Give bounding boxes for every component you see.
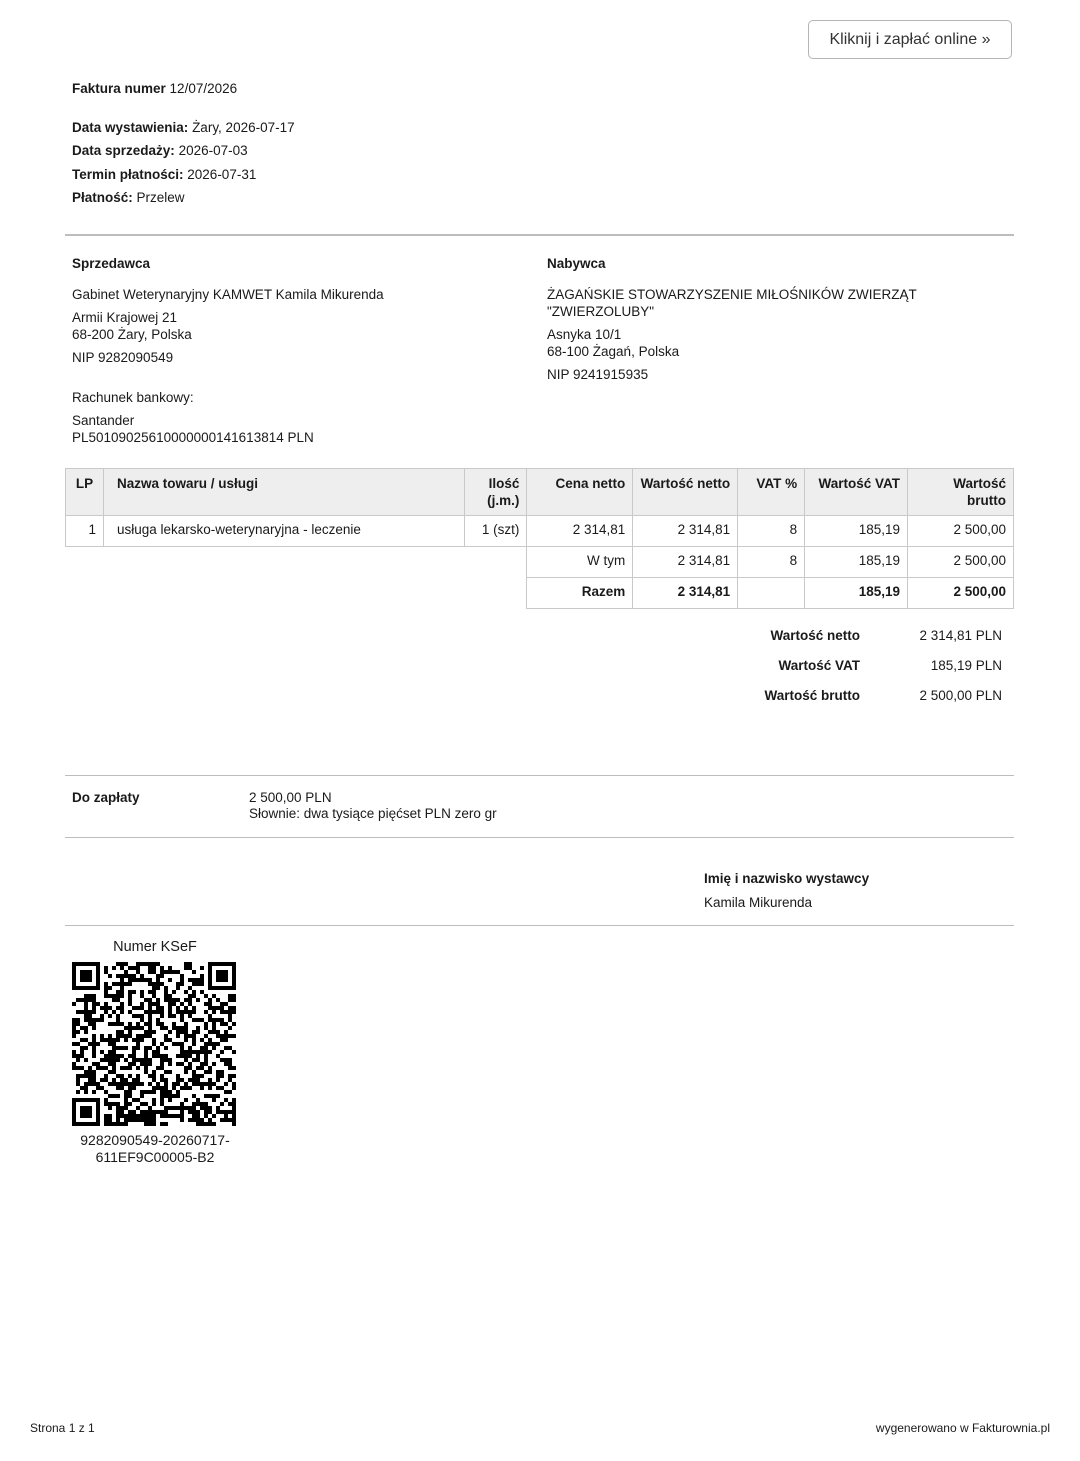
topay-divider-bottom [65,837,1014,838]
wtym-vat-value: 185,19 [805,547,908,578]
razem-label: Razem [527,578,633,609]
issuer-name: Kamila Mikurenda [704,895,813,910]
topay-label: Do zapłaty [72,790,140,805]
wtym-gross: 2 500,00 [908,547,1014,578]
payment-method-value: Przelew [136,190,185,205]
bank-account: PL50109025610000000141613814 PLN [72,430,314,445]
header-lp: LP [66,469,104,516]
payment-method [72,189,185,207]
seller-block [72,255,384,446]
header-qty: Ilość (j.m.) [465,469,527,516]
header-net-price: Cena netto [527,469,633,516]
pay-online-button[interactable]: Kliknij i zapłać online » [808,20,1012,59]
cell-qty: 1 (szt) [465,516,527,547]
generated-by: wygenerowano w Fakturownia.pl [875,1421,1050,1435]
buyer-block [547,255,917,383]
header-gross: Wartość brutto [908,469,1014,516]
seller-city: 68-200 Żary, Polska [72,327,192,342]
buyer-heading: Nabywca [547,256,606,271]
sale-date-label: Data sprzedaży: [72,143,175,158]
invoice-number [72,80,237,98]
wtym-row [66,547,1014,578]
invoice-number-label: Faktura numer [72,81,166,96]
razem-vat-pct [738,578,805,609]
page-number: Strona 1 z 1 [30,1421,95,1435]
cell-net-price: 2 314,81 [527,516,633,547]
table-row [66,516,1014,547]
header-name: Nazwa towaru / usługi [103,469,464,516]
bank-name: Santander [72,413,135,428]
cell-gross: 2 500,00 [908,516,1014,547]
razem-net-value: 2 314,81 [633,578,738,609]
cell-vat-pct: 8 [738,516,805,547]
buyer-name-line1: ŻAGAŃSKIE STOWARZYSZENIE MIŁOŚNIKÓW ZWIERZĄT [547,287,917,302]
bank-label: Rachunek bankowy: [72,390,194,405]
header-net-value: Wartość netto [633,469,738,516]
due-date-label: Termin płatności: [72,167,184,182]
table-header-row [66,469,1014,516]
buyer-nip: NIP 9241915935 [547,367,649,382]
cell-net-value: 2 314,81 [633,516,738,547]
summary-net-label: Wartość netto [770,628,860,643]
buyer-name-line2: "ZWIERZOLUBY" [547,304,655,319]
cell-vat-value: 185,19 [805,516,908,547]
header-divider [65,234,1014,236]
summary-gross-value: 2 500,00 PLN [919,688,1002,703]
due-date [72,166,256,184]
topay-divider-top [65,775,1014,776]
buyer-city: 68-100 Żagań, Polska [547,344,680,359]
cell-lp: 1 [66,516,104,547]
summary-vat-value: 185,19 PLN [930,658,1002,673]
sale-date [72,142,248,160]
sale-date-value: 2026-07-03 [178,143,248,158]
issuer-label: Imię i nazwisko wystawcy [704,871,870,886]
summary-net-value: 2 314,81 PLN [919,628,1002,643]
header-vat-pct: VAT % [738,469,805,516]
ksef-qr-code [72,962,236,1126]
topay-words: Słownie: dwa tysiące pięćset PLN zero gr [249,806,497,821]
seller-nip: NIP 9282090549 [72,350,174,365]
ksef-number-line2: 611EF9C00005-B2 [95,1149,215,1165]
wtym-vat-pct: 8 [738,547,805,578]
seller-street: Armii Krajowej 21 [72,310,178,325]
razem-row [66,578,1014,609]
buyer-street: Asnyka 10/1 [547,327,622,342]
seller-heading: Sprzedawca [72,256,151,271]
header-vat-value: Wartość VAT [805,469,908,516]
summary-vat-label: Wartość VAT [778,658,860,673]
due-date-value: 2026-07-31 [187,167,257,182]
wtym-label: W tym [527,547,633,578]
ksef-number-line1: 9282090549-20260717- [80,1132,230,1148]
topay-amount: 2 500,00 PLN [249,790,332,805]
issue-date [72,119,295,137]
wtym-net-value: 2 314,81 [633,547,738,578]
summary-block [700,628,1002,718]
razem-gross: 2 500,00 [908,578,1014,609]
topay-values [249,790,497,822]
ksef-label: Numer KSeF [113,939,197,955]
summary-gross-label: Wartość brutto [764,688,860,703]
issue-date-value: Żary, 2026-07-17 [192,120,295,135]
items-table [65,468,1014,609]
issue-date-label: Data wystawienia: [72,120,189,135]
cell-name: usługa lekarsko-weterynaryjna - leczenie [103,516,464,547]
razem-vat-value: 185,19 [805,578,908,609]
payment-method-label: Płatność: [72,190,133,205]
ksef-number [60,1132,250,1166]
issuer-divider [65,925,1014,926]
invoice-number-value: 12/07/2026 [169,81,238,96]
seller-name: Gabinet Weterynaryjny KAMWET Kamila Mikurenda [72,287,384,302]
